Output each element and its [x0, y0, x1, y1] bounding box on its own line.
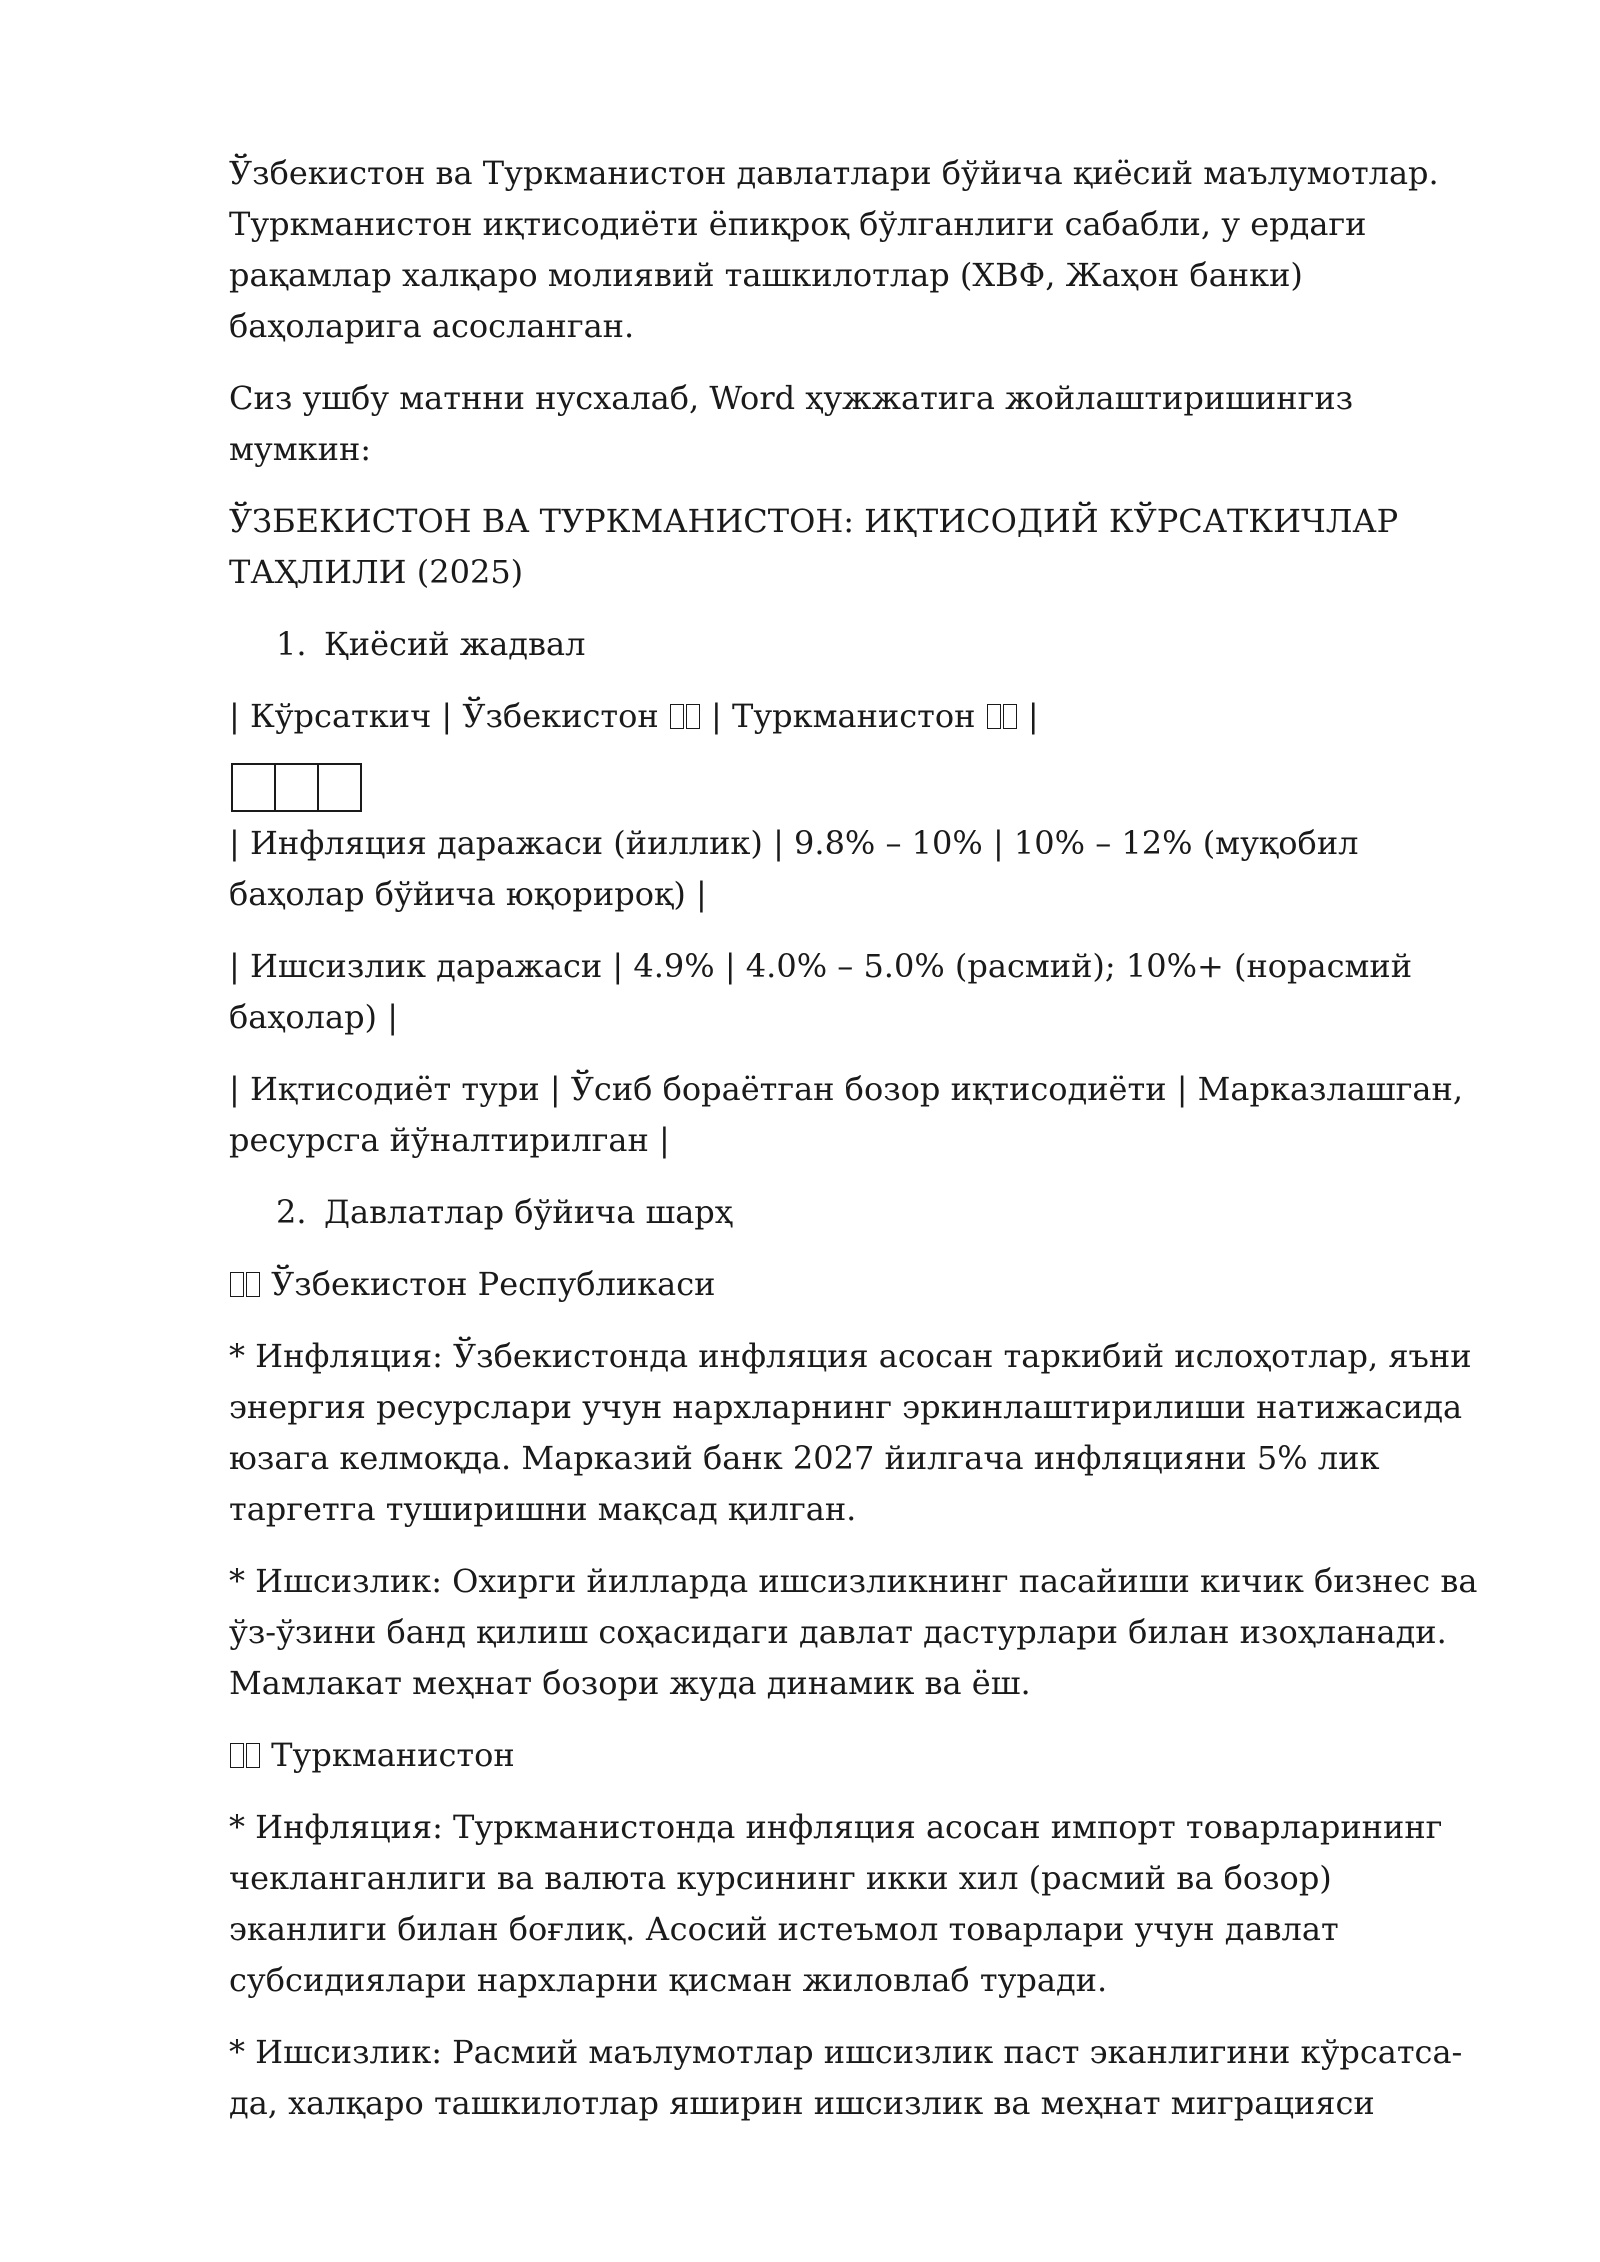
flag-placeholder-icon [229, 1736, 261, 1774]
flag-placeholder-icon [669, 697, 701, 735]
copy-note-paragraph: Сиз ушбу матнни нусхалаб, Word ҳужжатига жойлаштиришингиз мумкин: [229, 379, 1354, 468]
turkmenistan-unemployment: * Ишсизлик: Расмий маълумотлар ишсизлик паст эканлигини кўрсатса-да, халқаро ташкилотлар яширин ишсизлик ва меҳнат миграцияси [229, 2033, 1463, 2122]
section-heading-comparison [229, 619, 1479, 670]
uzbekistan-unemployment: * Ишсизлик: Охирги йилларда ишсизликнинг пасайиши кичик бизнес ва ўз-ўзини банд қилиш соҳасидаги давлат дастурлари билан изоҳланади. Мамлакат меҳнат бозори жуда динамик ва ёш. [229, 1562, 1478, 1702]
flag-placeholder-icon [229, 1265, 261, 1303]
table-row-economy-type: | Иқтисодиёт тури | Ўсиб бораётган бозор иқтисодиёти | Марказлашган, ресурсга йўналтирилган | [229, 1070, 1463, 1159]
table-row-unemployment: | Ишсизлик даражаси | 4.9% | 4.0% – 5.0% (расмий); 10%+ (норасмий баҳолар) | [229, 947, 1413, 1036]
section-title: Давлатлар бўйича шарҳ [324, 1193, 733, 1231]
uzbekistan-heading [229, 1259, 1479, 1310]
turkmenistan-heading-text: Туркманистон [271, 1736, 515, 1774]
empty-table [231, 763, 362, 812]
empty-table-cell [275, 764, 318, 811]
table-row-inflation: | Инфляция даражаси (йиллик) | 9.8% – 10% | 10% – 12% (муқобил баҳолар бўйича юқорироқ) | [229, 824, 1359, 913]
empty-table-cell [232, 764, 275, 811]
header-uzbekistan: Ўзбекистон [462, 697, 659, 735]
section-number: 1. [276, 625, 307, 663]
empty-table-cell [318, 764, 361, 811]
turkmenistan-heading [229, 1730, 1479, 1781]
turkmenistan-inflation: * Инфляция: Туркманистонда инфляция асосан импорт товарларининг чекланганлиги ва валюта курсининг икки хил (расмий ва бозор) эканлиги билан боғлиқ. Асосий истеъмол товарлари учун давлат субсидиялари нархларни қисман жиловлаб туради. [229, 1808, 1443, 1999]
document-page [229, 148, 1479, 2150]
header-turkmenistan: Туркманистон [731, 697, 976, 735]
section-number: 2. [276, 1193, 307, 1231]
header-indicator: Кўрсаткич [249, 697, 432, 735]
section-heading-review [229, 1187, 1479, 1238]
uzbekistan-inflation: * Инфляция: Ўзбекистонда инфляция асосан таркибий ислоҳотлар, яъни энергия ресурслари учун нархларнинг эркинлаштирилиши натижасида юзага келмоқда. Марказий банк 2027 йилгача инфляцияни 5% лик таргетга туширишни мақсад қилган. [229, 1337, 1472, 1528]
flag-placeholder-icon [986, 697, 1018, 735]
uzbekistan-heading-text: Ўзбекистон Республикаси [271, 1265, 716, 1303]
table-header-row: | Кўрсаткич | Ўзбекистон | Туркманистон | [229, 697, 1039, 735]
section-title: Қиёсий жадвал [324, 625, 586, 663]
intro-paragraph: Ўзбекистон ва Туркманистон давлатлари бўйича қиёсий маълумотлар. Туркманистон иқтисодиёти ёпиқроқ бўлганлиги сабабли, у ердаги рақамлар халқаро молиявий ташкилотлар (ХВФ, Жаҳон банки) баҳоларига асосланган. [229, 154, 1439, 345]
document-title: ЎЗБЕКИСТОН ВА ТУРКМАНИСТОН: ИҚТИСОДИЙ КЎРСАТКИЧЛАР ТАҲЛИЛИ (2025) [229, 502, 1399, 591]
